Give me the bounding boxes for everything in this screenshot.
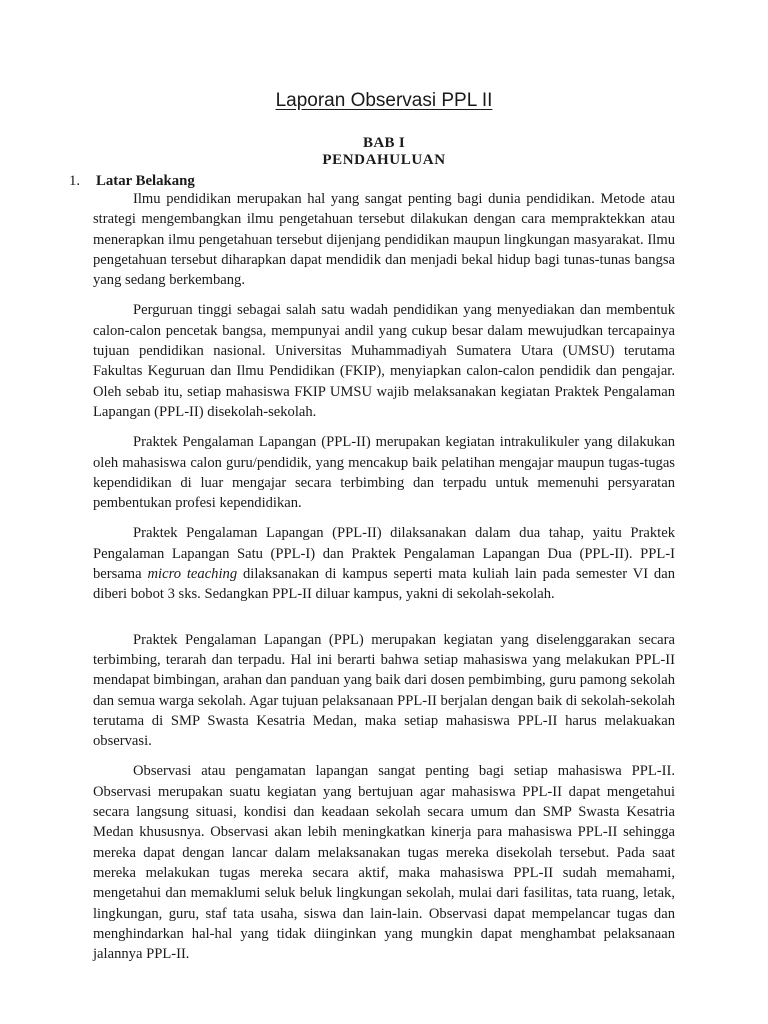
paragraph: Perguruan tinggi sebagai salah satu wadah pendidikan yang menyediakan dan membentuk calon-calon pencetak bangsa, mempunyai andil yang cukup besar dalam mewujudkan tercapainya tujuan pendidikan nasional. Universitas Muhammadiyah Sumatera Utara (UMSU) terutama Fakultas Keguruan dan Ilmu Pendidikan (FKIP), menyiapkan calon-calon pendidik dan pengajar. Oleh sebab itu, setiap mahasiswa FKIP UMSU wajib melaksanakan kegiatan Praktek Pengalaman Lapangan (PPL-II) disekolah-sekolah.	[93, 302, 675, 420]
paragraph: Ilmu pendidikan merupakan hal yang sangat penting bagi dunia pendidikan. Metode atau strategi mengembangkan ilmu pengetahuan tersebut dilakukan dengan cara mempraktekkan atau menerapkan ilmu pengetahuan tersebut dijenjang pendidikan maupun lingkungan masyarakat. Ilmu pengetahuan tersebut diharapkan dapat mendidik dan menjadi bekal hidup bagi tunas-tunas bangsa yang sedang berkembang.	[93, 191, 675, 289]
paragraph: Praktek Pengalaman Lapangan (PPL) merupakan kegiatan yang diselenggarakan secara terbimbing, terarah dan terpadu. Hal ini berarti bahwa setiap mahasiswa yang melakukan PPL-II mendapat bimbingan, arahan dan panduan yang baik dari dosen pembimbing, guru pamong sekolah dan semua warga sekolah. Agar tujuan pelaksanaan PPL-II berjalan dengan baik di sekolah-sekolah terutama di SMP Swasta Kesatria Medan, maka setiap mahasiswa PPL-II harus melakuakan observasi.	[93, 631, 675, 750]
paragraph-text: Praktek Pengalaman Lapangan (PPL-II) dilaksanakan dalam dua tahap, yaitu Praktek Pengalaman Lapangan Satu (PPL-I) dan Praktek Pengalaman Lapangan Dua (PPL-II). PPL-I bersama	[93, 525, 675, 583]
paragraph: Observasi atau pengamatan lapangan sangat penting bagi setiap mahasiswa PPL-II. Observasi merupakan suatu kegiatan yang bertujuan agar mahasiswa PPL-II dapat mengetahui secara langsung situasi, kondisi dan keadaan sekolah secara umum dan SMP Swasta Kesatria Medan khususnya. Observasi akan lebih meningkatkan kinerja para mahasiswa PPL-II sehingga mereka dapat dengan lancar dalam melaksanakan tugas mereka disekolah tersebut. Pada saat mereka melakukan tugas mereka secara aktif, maka mahasiswa PPL-II sudah memahami, mengetahui dan memaklumi seluk beluk lingkungan sekolah, mulai dari fasilitas, tata ruang, letak, lingkungan, guru, staf tata usaha, siswa dan lain-lain. Observasi dapat mempelancar tugas dan menghindarkan hal-hal yang tidak diinginkan yang mungkin dapat menghambat pelaksanaan jalannya PPL-II.	[93, 763, 675, 963]
italic-term: micro teaching	[147, 566, 238, 583]
section-number: 1.	[69, 173, 81, 189]
paragraph: Praktek Pengalaman Lapangan (PPL-II) merupakan kegiatan intrakulikuler yang dilakukan oleh mahasiswa calon guru/pendidik, yang mencakup baik pelatihan mengajar maupun tugas-tugas kependidikan di luar mengajar secara terbimbing dan terpadu untuk memenuhi persyaratan pembentukan profesi kependidikan.	[93, 434, 675, 512]
section-title: Latar Belakang	[96, 173, 195, 189]
section-heading	[69, 173, 195, 190]
page-title: Laporan Observasi PPL II	[275, 90, 493, 111]
document-body	[93, 189, 675, 964]
paragraph	[93, 523, 675, 604]
chapter-label: BAB I	[363, 135, 405, 151]
chapter-title: PENDAHULUAN	[322, 152, 446, 168]
paragraph-text: dilaksanakan di kampus seperti mata kuliah lain pada semester VI dan diberi bobot 3 sks. Sedangkan PPL-II diluar kampus, yakni di sekolah-sekolah.	[93, 566, 676, 603]
